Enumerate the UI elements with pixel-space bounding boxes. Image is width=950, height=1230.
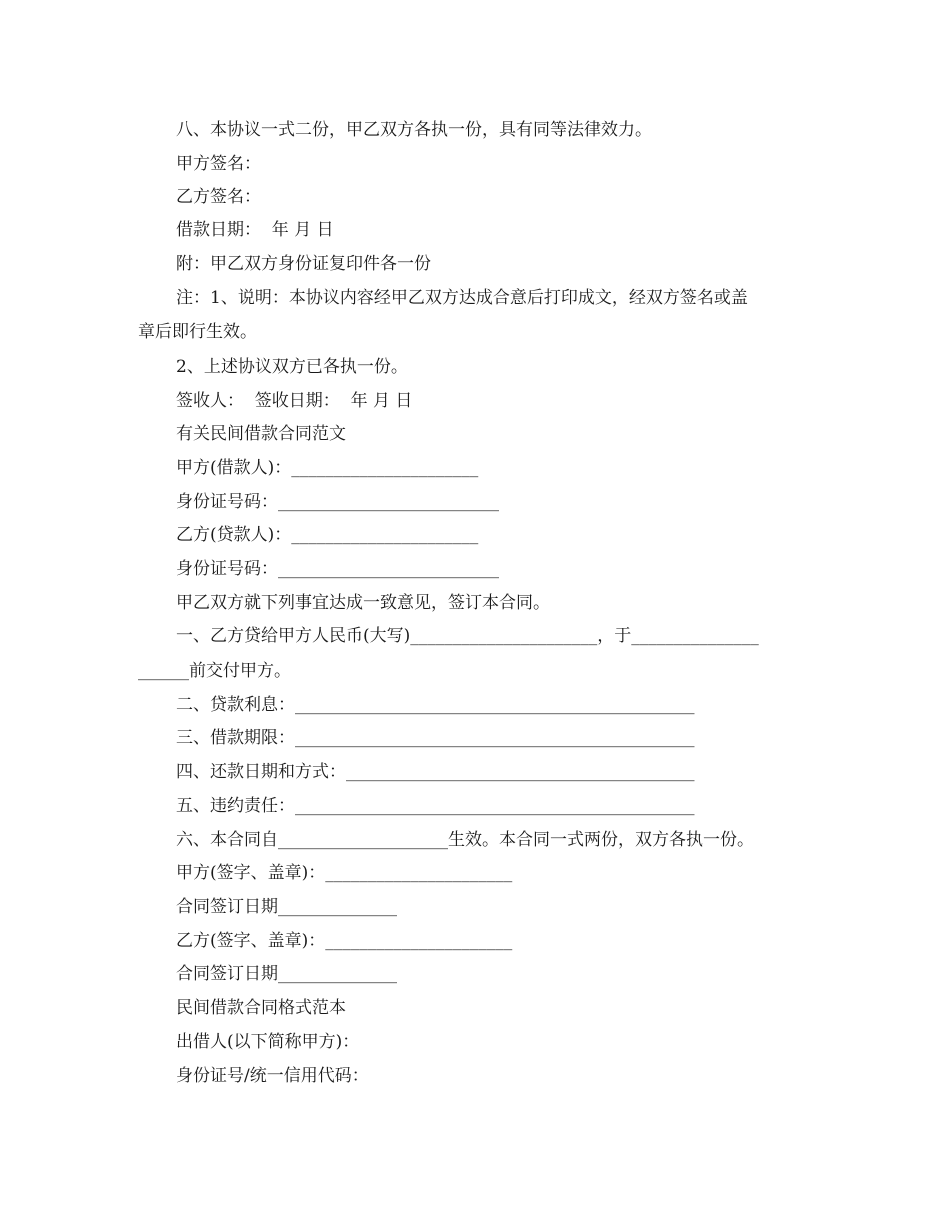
section-title-loan-contract-sample: 有关民间借款合同范文 — [176, 424, 346, 444]
lender-id-credit-code: 身份证号/统一信用代码： — [176, 1066, 369, 1086]
clause-one: 一、乙方贷给甲方人民币(大写)______________________，于_______________ — [176, 626, 759, 646]
clause-two-interest: 二、贷款利息：_______________________________________________ — [176, 695, 695, 715]
attachment-note: 附：甲乙双方身份证复印件各一份 — [176, 254, 431, 274]
clause-six-effective: 六、本合同自____________________生效。本合同一式两份，双方各执一份。 — [176, 830, 754, 850]
note-one: 注：1、说明：本协议内容经甲乙双方达成合意后打印成文，经双方签名或盖 — [176, 288, 748, 308]
loan-date: 借款日期： 年 月 日 — [176, 220, 334, 240]
agreement-intro: 甲乙双方就下列事宜达成一致意见，签订本合同。 — [176, 593, 550, 613]
id-number-a: 身份证号码：__________________________ — [176, 492, 499, 512]
clause-eight: 八、本协议一式二份，甲乙双方各执一份，具有同等法律效力。 — [176, 120, 652, 140]
id-number-b: 身份证号码：__________________________ — [176, 559, 499, 579]
clause-three-term: 三、借款期限：_______________________________________________ — [176, 728, 695, 748]
clause-one-continued: ______前交付甲方。 — [138, 661, 291, 681]
signing-date-b: 合同签订日期______________ — [176, 964, 397, 984]
party-b-seal: 乙方(签字、盖章)：______________________ — [176, 931, 513, 951]
party-a-seal: 甲方(签字、盖章)：______________________ — [176, 863, 513, 883]
clause-five-breach: 五、违约责任：_______________________________________________ — [176, 796, 695, 816]
party-b-signature: 乙方签名： — [176, 187, 261, 207]
receipt-signer: 签收人： 签收日期： 年 月 日 — [176, 391, 413, 411]
signing-date-a: 合同签订日期______________ — [176, 897, 397, 917]
party-b-lender: 乙方(贷款人)：______________________ — [176, 525, 479, 545]
party-a-borrower: 甲方(借款人)：______________________ — [176, 458, 479, 478]
lender-party-a: 出借人(以下简称甲方)： — [176, 1032, 360, 1052]
clause-four-repayment: 四、还款日期和方式：_________________________________________ — [176, 762, 695, 782]
note-two: 2、上述协议双方已各执一份。 — [176, 357, 408, 377]
section-title-contract-format: 民间借款合同格式范本 — [176, 998, 346, 1018]
note-one-continued: 章后即行生效。 — [138, 322, 257, 342]
party-a-signature: 甲方签名： — [176, 154, 261, 174]
